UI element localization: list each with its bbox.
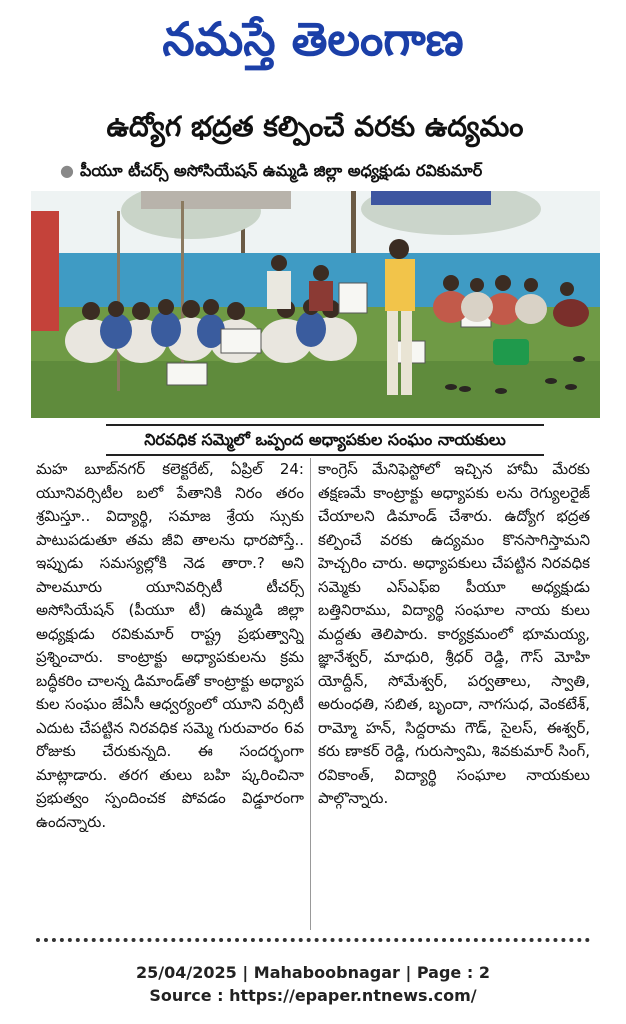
newspaper-masthead: నమస్తే తెలంగాణ	[162, 12, 464, 66]
column-divider	[310, 458, 311, 930]
article-headline: ఉద్యోగ భద్రత కల్పించే వరకు ఉద్యమం	[106, 110, 524, 143]
article-body-right-column: కాంగ్రెస్ మేనిఫెస్టోలో ఇచ్చిన హామీ మేరకు తక్షణమే కాంట్రాక్టు అధ్యాపకు లను రెగ్యులరైజ్ చేయాలని డిమాండ్ చేశారు. ఉద్యోగ భద్రత కల్పించే వరకు ఉద్యమం కొనసాగిస్తామని హెచ్చరిం చారు. అధ్యాపకులు చేపట్టిన నిరవధిక సమ్మెకు ఎస్ఎఫ్ఐ పీయూ అధ్యక్షుడు బత్తినిరాము, విద్యార్థి సంఘాల నాయ కులు మద్దతు తెలిపారు. కార్యక్రమంలో భూమయ్య, జ్ఞానేశ్వర్, మాధురి, శ్రీధర్ రెడ్డి, గౌస్ మోహి యోద్దీన్, సోమేశ్వర్, పర్వతాలు, స్వాతి, అరుంధతి, సబిత, బృందా, నాగసుధ, వెంకటేశ్, రామ్మో హన్, సిద్దరామ గౌడ్, సైలస్, ఈశ్వర్, కరు ణాకర్ రెడ్డి, గురుస్వామి, శివకుమార్ సింగ్, రవికాంత్, విద్యార్థి సంఘాల నాయకులు పాల్గొన్నారు.	[318, 460, 590, 807]
subhead-text: పీయూ టీచర్స్ అసోసియేషన్ ఉమ్మడి జిల్లా అధ్యక్షుడు రవికుమార్	[79, 161, 483, 180]
footer-date-edition-page: 25/04/2025 | Mahaboobnagar | Page : 2	[136, 963, 490, 982]
article-body-left-column: మహ బూబ్‌నగర్ కలెక్టరేట్, ఏప్రిల్ 24: యూనివర్సిటీల బలో పేతానికి నిరం తరం శ్రమిస్తూ.. విద్యార్థి, సమాజ శ్రేయ స్సుకు పాటుపడుతూ తమ జీవి తాలను ధారపోస్తే.. ఇప్పుడు సమస్యల్లోకి నెడ తారా.? అని పాలమూరు యూనివర్సిటీ టీచర్స్ అసోసియేషన్ (పీయూ టీ) ఉమ్మడి జిల్లా అధ్యక్షుడు రవికుమార్ రాష్ట్ర ప్రభుత్వాన్ని ప్రశ్నించారు. కాంట్రాక్టు అధ్యాపకులను క్రమ బద్ధీకరిం చాలన్న డిమాండ్‌తో కాంట్రాక్టు అధ్యాప కుల సంఘం జేఏసీ ఆధ్వర్యంలో యూని వర్సిటీ ఎదుట చేపట్టిన నిరవధిక సమ్మె గురువారం 6వ రోజుకు చేరుకున్నది. ఈ సందర్భంగా మాట్లాడారు. తరగ తులు బహి ష్కరించినా ప్రభుత్వం స్పందించక పోవడం విడ్డూరంగా ఉందన్నారు.	[36, 460, 304, 831]
article-cut-line	[36, 938, 590, 948]
photo-caption: నిరవధిక సమ్మెలో ఒప్పంద అధ్యాపకుల సంఘం నాయకులు	[106, 424, 544, 456]
bullet-icon: ●	[60, 161, 74, 180]
protest-photo-illustration	[31, 191, 600, 418]
article-subheadline	[60, 158, 580, 184]
footer-source-link[interactable]: Source : https://epaper.ntnews.com/	[149, 986, 477, 1005]
news-photo	[31, 191, 600, 418]
